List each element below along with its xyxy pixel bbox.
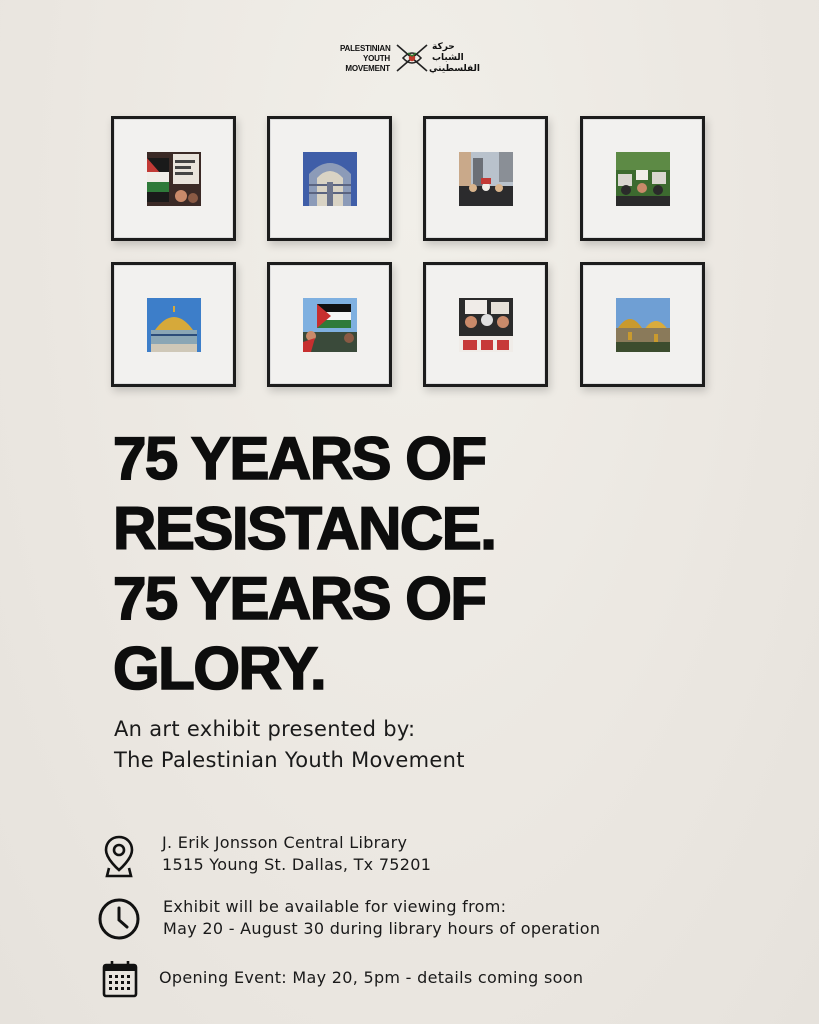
hours-text <box>163 896 600 940</box>
clock-icon <box>96 896 142 942</box>
picture-frame <box>423 116 548 241</box>
logo-english-line: YOUTH <box>362 54 390 63</box>
picture-frame <box>267 116 392 241</box>
event-details: Opening Event: May 20, 5pm - details coming soon <box>159 968 584 987</box>
picture-frame <box>267 262 392 387</box>
logo-arabic-line: الفلسطيني <box>429 64 480 74</box>
street-march-photo <box>459 152 513 206</box>
event-text <box>159 967 583 989</box>
hours-dates: May 20 - August 30 during library hours of operation <box>163 919 601 938</box>
picture-frame <box>111 116 236 241</box>
headline-line: 75 YEARS OF <box>113 565 486 632</box>
demonstrators-photo <box>616 152 670 206</box>
map-pin-icon <box>96 832 142 880</box>
hours-info <box>96 896 716 946</box>
picture-frame <box>580 262 705 387</box>
mosque-arch-photo <box>303 152 357 206</box>
protest-flag-photo <box>147 152 201 206</box>
logo-arabic-line: حركة <box>432 42 455 52</box>
picture-frame <box>423 262 548 387</box>
picture-frame <box>111 262 236 387</box>
photo-gallery <box>0 0 819 400</box>
event-info <box>96 958 716 1000</box>
logo-arabic-line: الشباب <box>432 53 464 63</box>
flag-rally-photo <box>303 298 357 352</box>
logo-english-line: MOVEMENT <box>345 64 390 73</box>
crowd-banner-photo <box>459 298 513 352</box>
exhibit-headline <box>113 424 633 704</box>
location-text <box>162 832 431 876</box>
exhibit-subtitle <box>114 714 465 776</box>
logo-english-line: PALESTINIAN <box>340 44 391 53</box>
headline-line: GLORY. <box>113 635 326 702</box>
golden-domes-photo <box>616 298 670 352</box>
location-name: J. Erik Jonsson Central Library <box>162 833 408 852</box>
headline-line: 75 YEARS OF <box>113 425 486 492</box>
calendar-icon <box>100 958 144 1000</box>
location-address: 1515 Young St. Dallas, Tx 75201 <box>162 855 432 874</box>
subtitle-line-2: The Palestinian Youth Movement <box>114 748 465 772</box>
headline-line: RESISTANCE. <box>113 495 496 562</box>
picture-frame <box>580 116 705 241</box>
dome-of-the-rock-photo <box>147 298 201 352</box>
location-info <box>96 832 716 882</box>
hours-intro: Exhibit will be available for viewing from: <box>163 897 507 916</box>
subtitle-line-1: An art exhibit presented by: <box>114 717 416 741</box>
